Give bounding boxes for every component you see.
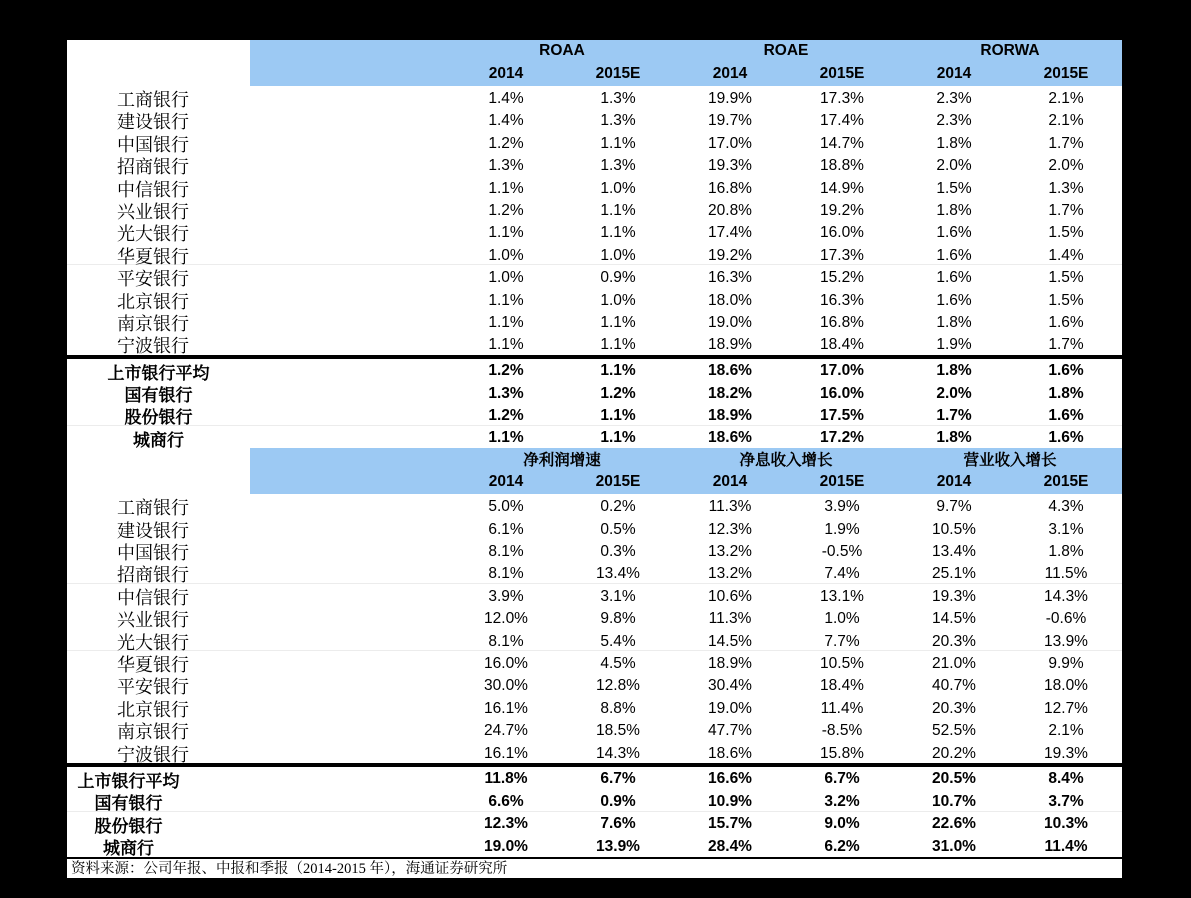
bank-name-label: 宁波银行 — [117, 744, 189, 765]
metric-value-cell: 22.6% — [932, 815, 976, 833]
metric-value-cell: 16.0% — [820, 224, 864, 242]
bank-name-label: 城商行 — [103, 839, 154, 859]
metric-value-cell: 1.1% — [488, 336, 524, 354]
year-column-header: 2015E — [786, 470, 898, 494]
metric-group-header: 净利润增速 — [450, 448, 674, 470]
metric-value-cell: 1.1% — [600, 406, 636, 424]
metric-value-cell: 1.9% — [936, 336, 972, 354]
year-column-header: 2015E — [562, 62, 674, 86]
bank-data-row — [67, 176, 1122, 198]
metric-value-cell: 1.6% — [1048, 429, 1084, 447]
metric-value-cell: 17.0% — [820, 362, 864, 380]
bank-name-label: 国有银行 — [124, 386, 193, 406]
metric-value-cell: 4.5% — [600, 654, 636, 672]
metric-value-cell: 1.0% — [600, 179, 636, 197]
metric-value-cell: 18.0% — [708, 291, 752, 309]
metric-value-cell: 18.0% — [1044, 677, 1088, 695]
metric-value-cell: 1.3% — [600, 112, 636, 130]
bank-data-rows — [67, 86, 1122, 355]
summary-rows — [67, 355, 1122, 449]
metric-value-cell: 20.5% — [932, 770, 976, 788]
metric-value-cell: 1.2% — [488, 406, 524, 424]
metric-value-cell: 10.5% — [932, 520, 976, 538]
bank-data-row — [67, 718, 1122, 743]
bank-name-label: 平安银行 — [117, 677, 189, 698]
metric-value-cell: 1.4% — [488, 90, 524, 107]
bank-name-label: 招商银行 — [117, 157, 189, 178]
bank-name-label: 股份银行 — [124, 408, 193, 428]
metric-value-cell: 3.9% — [824, 498, 860, 516]
metric-value-cell: 5.4% — [600, 632, 636, 650]
summary-row — [67, 403, 1122, 428]
metric-value-cell: 18.5% — [596, 722, 640, 740]
metric-value-cell: 0.2% — [600, 498, 636, 516]
bank-name-label: 建设银行 — [117, 112, 189, 133]
metric-value-cell: 18.2% — [708, 384, 752, 402]
metric-value-cell: 1.0% — [488, 246, 524, 264]
year-header-row — [67, 62, 1122, 86]
metric-value-cell: 10.7% — [932, 792, 976, 810]
metric-value-cell: 16.0% — [820, 384, 864, 402]
metric-value-cell: 10.5% — [820, 654, 864, 672]
metric-value-cell: 8.1% — [488, 565, 524, 583]
metric-value-cell: 2.3% — [936, 112, 972, 130]
header-band-spacer — [250, 470, 450, 494]
metric-value-cell: 1.1% — [600, 336, 636, 354]
metric-value-cell: 8.1% — [488, 632, 524, 650]
metric-value-cell: 52.5% — [932, 722, 976, 740]
bank-name-label: 工商银行 — [117, 498, 189, 519]
bank-name-label: 招商银行 — [117, 565, 189, 586]
metric-value-cell: 1.1% — [488, 429, 524, 447]
bank-name-label: 工商银行 — [117, 90, 189, 110]
bank-name-label: 华夏银行 — [117, 654, 189, 675]
bank-data-row — [67, 539, 1122, 564]
metric-value-cell: 14.3% — [1044, 587, 1088, 605]
bank-name-label: 上市银行平均 — [107, 363, 210, 383]
metric-value-cell: 1.5% — [1048, 269, 1084, 287]
year-column-header: 2014 — [450, 470, 562, 494]
metric-value-cell: 5.0% — [488, 498, 524, 516]
year-column-header: 2014 — [674, 62, 786, 86]
bank-data-rows — [67, 494, 1122, 763]
bank-data-row — [67, 131, 1122, 153]
table-section-profitability — [67, 40, 1122, 448]
metric-value-cell: 1.1% — [488, 291, 524, 309]
metric-value-cell: 21.0% — [932, 654, 976, 672]
metric-value-cell: 12.3% — [484, 815, 528, 833]
summary-row — [67, 812, 1122, 834]
metric-value-cell: 12.3% — [708, 520, 752, 538]
metric-value-cell: 1.5% — [936, 179, 972, 197]
metric-value-cell: 8.8% — [600, 699, 636, 717]
year-column-header: 2014 — [898, 470, 1010, 494]
metric-value-cell: 16.6% — [708, 770, 752, 788]
bank-name-label: 中信银行 — [117, 587, 189, 608]
metric-value-cell: 10.3% — [1044, 815, 1088, 833]
year-column-header: 2014 — [674, 470, 786, 494]
bank-data-row — [67, 517, 1122, 539]
metric-group-header: ROAA — [450, 40, 674, 62]
metric-value-cell: 12.7% — [1044, 699, 1088, 717]
metric-value-cell: 1.2% — [488, 201, 524, 219]
metric-value-cell: 1.8% — [936, 362, 972, 380]
metric-value-cell: 9.7% — [936, 498, 972, 516]
metric-value-cell: 40.7% — [932, 677, 976, 695]
metric-value-cell: 1.8% — [936, 429, 972, 447]
metric-value-cell: 18.4% — [820, 677, 864, 695]
header-band-spacer — [250, 40, 450, 62]
metric-value-cell: 6.7% — [824, 770, 860, 788]
summary-row — [67, 359, 1122, 381]
metric-value-cell: 0.3% — [600, 543, 636, 561]
metric-value-cell: 1.1% — [488, 224, 524, 242]
metric-value-cell: 1.1% — [600, 201, 636, 219]
metric-value-cell: 12.8% — [596, 677, 640, 695]
metric-value-cell: 1.7% — [1048, 134, 1084, 152]
bank-name-label: 城商行 — [133, 430, 184, 450]
metric-value-cell: 16.1% — [484, 744, 528, 762]
metric-value-cell: 10.9% — [708, 792, 752, 810]
metric-value-cell: 6.2% — [824, 837, 860, 855]
metric-value-cell: 17.0% — [708, 134, 752, 152]
metric-value-cell: 1.7% — [1048, 201, 1084, 219]
metric-value-cell: 1.0% — [824, 610, 860, 628]
metric-value-cell: 31.0% — [932, 837, 976, 855]
metric-value-cell: 7.7% — [824, 632, 860, 650]
bank-name-label: 中国银行 — [117, 543, 189, 564]
metric-value-cell: 30.0% — [484, 677, 528, 695]
metric-value-cell: 1.8% — [1048, 543, 1084, 561]
metric-group-header: 净息收入增长 — [674, 448, 898, 470]
metric-value-cell: 1.4% — [1048, 246, 1084, 264]
metric-value-cell: 1.8% — [936, 201, 972, 219]
header-band-spacer — [250, 448, 450, 470]
metric-value-cell: 18.6% — [708, 362, 752, 380]
year-column-header: 2014 — [898, 62, 1010, 86]
metric-value-cell: 0.5% — [600, 520, 636, 538]
bank-name-label: 华夏银行 — [117, 246, 189, 267]
bank-data-row — [67, 606, 1122, 631]
metric-value-cell: 3.1% — [1048, 520, 1084, 538]
bank-name-label: 国有银行 — [94, 794, 163, 814]
metric-value-cell: 20.3% — [932, 699, 976, 717]
year-column-header: 2015E — [1010, 62, 1122, 86]
metric-value-cell: 9.0% — [824, 815, 860, 833]
metric-value-cell: 1.1% — [488, 179, 524, 197]
metric-value-cell: 24.7% — [484, 722, 528, 740]
metric-value-cell: 6.6% — [488, 792, 524, 810]
summary-row — [67, 767, 1122, 789]
bank-data-row — [67, 494, 1122, 519]
metric-value-cell: 1.3% — [600, 157, 636, 175]
metric-value-cell: 1.5% — [1048, 224, 1084, 242]
metric-value-cell: 1.0% — [600, 291, 636, 309]
metric-value-cell: 2.1% — [1048, 722, 1084, 740]
metric-value-cell: 8.4% — [1048, 770, 1084, 788]
metric-value-cell: 0.9% — [600, 792, 636, 810]
metric-value-cell: 1.3% — [600, 90, 636, 107]
metric-value-cell: 18.6% — [708, 744, 752, 762]
metric-value-cell: 15.8% — [820, 744, 864, 762]
metric-value-cell: 1.6% — [936, 224, 972, 242]
metric-value-cell: 19.3% — [932, 587, 976, 605]
metric-value-cell: 11.8% — [484, 770, 528, 788]
bank-name-label: 中信银行 — [117, 179, 189, 200]
metric-value-cell: 1.3% — [1048, 179, 1084, 197]
metric-value-cell: 2.1% — [1048, 112, 1084, 130]
metric-value-cell: 1.6% — [936, 269, 972, 287]
metric-value-cell: 1.1% — [488, 313, 524, 331]
year-column-header: 2014 — [450, 62, 562, 86]
metric-value-cell: 1.0% — [600, 246, 636, 264]
metric-value-cell: 14.7% — [820, 134, 864, 152]
metric-value-cell: 1.2% — [488, 134, 524, 152]
metric-value-cell: 17.3% — [820, 246, 864, 264]
metric-value-cell: 1.6% — [936, 291, 972, 309]
bank-data-row — [67, 561, 1122, 586]
metric-value-cell: 7.4% — [824, 565, 860, 583]
metric-value-cell: 9.8% — [600, 610, 636, 628]
metric-value-cell: 1.5% — [1048, 291, 1084, 309]
header-band-spacer — [250, 62, 450, 86]
metric-value-cell: 14.3% — [596, 744, 640, 762]
bank-data-row — [67, 310, 1122, 332]
bank-data-row — [67, 153, 1122, 178]
metric-value-cell: 1.2% — [600, 384, 636, 402]
metric-value-cell: 4.3% — [1048, 498, 1084, 516]
metric-value-cell: 18.8% — [820, 157, 864, 175]
bank-data-row — [67, 265, 1122, 290]
metric-value-cell: 19.3% — [1044, 744, 1088, 762]
metric-value-cell: 1.2% — [488, 362, 524, 380]
bank-data-row — [67, 86, 1122, 108]
metric-value-cell: 12.0% — [484, 610, 528, 628]
metric-value-cell: 8.1% — [488, 543, 524, 561]
metric-group-header: ROAE — [674, 40, 898, 62]
metric-group-header-row — [67, 448, 1122, 470]
metric-value-cell: 3.7% — [1048, 792, 1084, 810]
metric-value-cell: 15.2% — [820, 269, 864, 287]
metric-value-cell: -0.6% — [1045, 610, 1087, 628]
bank-data-row — [67, 198, 1122, 220]
bank-data-row — [67, 243, 1122, 265]
metric-value-cell: 0.9% — [600, 269, 636, 287]
metric-value-cell: 19.2% — [820, 201, 864, 219]
bank-data-row — [67, 288, 1122, 310]
bank-name-label: 宁波银行 — [117, 336, 189, 357]
bank-name-label: 南京银行 — [117, 722, 189, 743]
bank-data-row — [67, 108, 1122, 133]
metric-group-header-row — [67, 40, 1122, 62]
metric-value-cell: 11.4% — [820, 699, 864, 717]
metric-value-cell: 16.8% — [820, 313, 864, 331]
metric-value-cell: 2.0% — [936, 157, 972, 175]
bank-data-row — [67, 584, 1122, 606]
bank-name-label: 兴业银行 — [117, 201, 189, 222]
metric-value-cell: 1.4% — [488, 112, 524, 130]
metric-value-cell: 9.9% — [1048, 654, 1084, 672]
metric-value-cell: 16.3% — [708, 269, 752, 287]
metric-value-cell: 13.1% — [820, 587, 864, 605]
metric-value-cell: 16.0% — [484, 654, 528, 672]
metric-value-cell: 3.9% — [488, 587, 524, 605]
metric-value-cell: 18.9% — [708, 654, 752, 672]
metric-group-header: RORWA — [898, 40, 1122, 62]
metric-value-cell: 13.9% — [1044, 632, 1088, 650]
metric-value-cell: 1.1% — [600, 362, 636, 380]
bank-name-label: 中国银行 — [117, 134, 189, 155]
metric-group-header: 营业收入增长 — [898, 448, 1122, 470]
metric-value-cell: 17.4% — [708, 224, 752, 242]
metric-value-cell: 1.7% — [936, 406, 972, 424]
year-header-row — [67, 470, 1122, 494]
metric-value-cell: 17.5% — [820, 406, 864, 424]
bank-name-label: 建设银行 — [117, 520, 189, 541]
bank-name-label: 光大银行 — [117, 632, 189, 653]
metric-value-cell: 1.3% — [488, 157, 524, 175]
metric-value-cell: 13.4% — [932, 543, 976, 561]
metric-value-cell: 19.0% — [708, 699, 752, 717]
bank-data-row — [67, 651, 1122, 673]
metric-value-cell: 1.1% — [600, 134, 636, 152]
metric-value-cell: 19.0% — [484, 837, 528, 855]
metric-value-cell: 18.4% — [820, 336, 864, 354]
bank-name-label: 南京银行 — [117, 313, 189, 334]
metric-value-cell: 47.7% — [708, 722, 752, 740]
bank-name-label: 上市银行平均 — [77, 771, 180, 791]
bank-name-label: 光大银行 — [117, 224, 189, 245]
metric-value-cell: 17.4% — [820, 112, 864, 130]
summary-row — [67, 381, 1122, 406]
bank-data-row — [67, 696, 1122, 718]
bank-data-row — [67, 629, 1122, 651]
metric-value-cell: 1.6% — [1048, 406, 1084, 424]
metric-value-cell: 2.0% — [936, 384, 972, 402]
metric-value-cell: -8.5% — [821, 722, 863, 740]
metric-value-cell: 1.8% — [936, 134, 972, 152]
metric-value-cell: 30.4% — [708, 677, 752, 695]
source-note: 资料来源：公司年报、中报和季报（2014-2015 年），海通证券研究所 — [67, 857, 1122, 879]
metric-value-cell: 1.6% — [1048, 313, 1084, 331]
bank-name-label: 北京银行 — [117, 699, 189, 720]
bank-name-label: 股份银行 — [94, 816, 163, 836]
metric-value-cell: 1.7% — [1048, 336, 1084, 354]
metric-value-cell: 3.2% — [824, 792, 860, 810]
bank-name-label: 兴业银行 — [117, 610, 189, 631]
metric-value-cell: 1.1% — [600, 429, 636, 447]
metric-value-cell: 1.6% — [1048, 362, 1084, 380]
metric-value-cell: 11.4% — [1044, 837, 1088, 855]
metric-value-cell: 2.3% — [936, 90, 972, 107]
metric-value-cell: 14.5% — [708, 632, 752, 650]
bank-name-label: 平安银行 — [117, 269, 189, 290]
bank-name-label: 北京银行 — [117, 291, 189, 312]
metric-value-cell: 25.1% — [932, 565, 976, 583]
metric-value-cell: 13.4% — [596, 565, 640, 583]
metric-value-cell: 18.9% — [708, 406, 752, 424]
metric-value-cell: 1.3% — [488, 384, 524, 402]
metric-value-cell: 20.8% — [708, 201, 752, 219]
metric-value-cell: 14.5% — [932, 610, 976, 628]
metric-value-cell: 1.0% — [488, 269, 524, 287]
metric-value-cell: 1.1% — [600, 313, 636, 331]
metric-value-cell: 1.6% — [936, 246, 972, 264]
metric-value-cell: 16.3% — [820, 291, 864, 309]
metric-value-cell: 20.3% — [932, 632, 976, 650]
metric-value-cell: 16.1% — [484, 699, 528, 717]
metric-value-cell: 28.4% — [708, 837, 752, 855]
metric-value-cell: 20.2% — [932, 744, 976, 762]
metric-value-cell: 1.8% — [936, 313, 972, 331]
metric-value-cell: 13.2% — [708, 543, 752, 561]
bank-data-row — [67, 741, 1122, 763]
summary-row — [67, 426, 1122, 448]
metric-value-cell: 11.3% — [708, 610, 752, 628]
summary-rows — [67, 763, 1122, 857]
metric-value-cell: 1.1% — [600, 224, 636, 242]
table-section-growth — [67, 448, 1122, 859]
year-column-header: 2015E — [562, 470, 674, 494]
year-column-header: 2015E — [1010, 470, 1122, 494]
metric-value-cell: 19.3% — [708, 157, 752, 175]
metric-value-cell: 13.9% — [596, 837, 640, 855]
metric-value-cell: 2.1% — [1048, 90, 1084, 107]
metric-value-cell: 15.7% — [708, 815, 752, 833]
metric-value-cell: 14.9% — [820, 179, 864, 197]
bank-data-row — [67, 673, 1122, 698]
metric-value-cell: 1.8% — [1048, 384, 1084, 402]
report-table — [67, 40, 1122, 878]
metric-value-cell: 6.7% — [600, 770, 636, 788]
bank-data-row — [67, 332, 1122, 357]
metric-value-cell: 16.8% — [708, 179, 752, 197]
metric-value-cell: 19.0% — [708, 313, 752, 331]
metric-value-cell: -0.5% — [821, 543, 863, 561]
metric-value-cell: 18.6% — [708, 429, 752, 447]
metric-value-cell: 3.1% — [600, 587, 636, 605]
bank-data-row — [67, 220, 1122, 245]
metric-value-cell: 6.1% — [488, 520, 524, 538]
metric-value-cell: 19.7% — [708, 112, 752, 130]
metric-value-cell: 13.2% — [708, 565, 752, 583]
metric-value-cell: 17.3% — [820, 90, 864, 107]
metric-value-cell: 11.5% — [1044, 565, 1088, 583]
metric-value-cell: 11.3% — [708, 498, 752, 516]
summary-row — [67, 834, 1122, 859]
metric-value-cell: 17.2% — [820, 429, 864, 447]
metric-value-cell: 19.9% — [708, 90, 752, 107]
metric-value-cell: 19.2% — [708, 246, 752, 264]
metric-value-cell: 7.6% — [600, 815, 636, 833]
metric-value-cell: 2.0% — [1048, 157, 1084, 175]
summary-row — [67, 789, 1122, 814]
metric-value-cell: 10.6% — [708, 587, 752, 605]
year-column-header: 2015E — [786, 62, 898, 86]
metric-value-cell: 1.9% — [824, 520, 860, 538]
metric-value-cell: 18.9% — [708, 336, 752, 354]
